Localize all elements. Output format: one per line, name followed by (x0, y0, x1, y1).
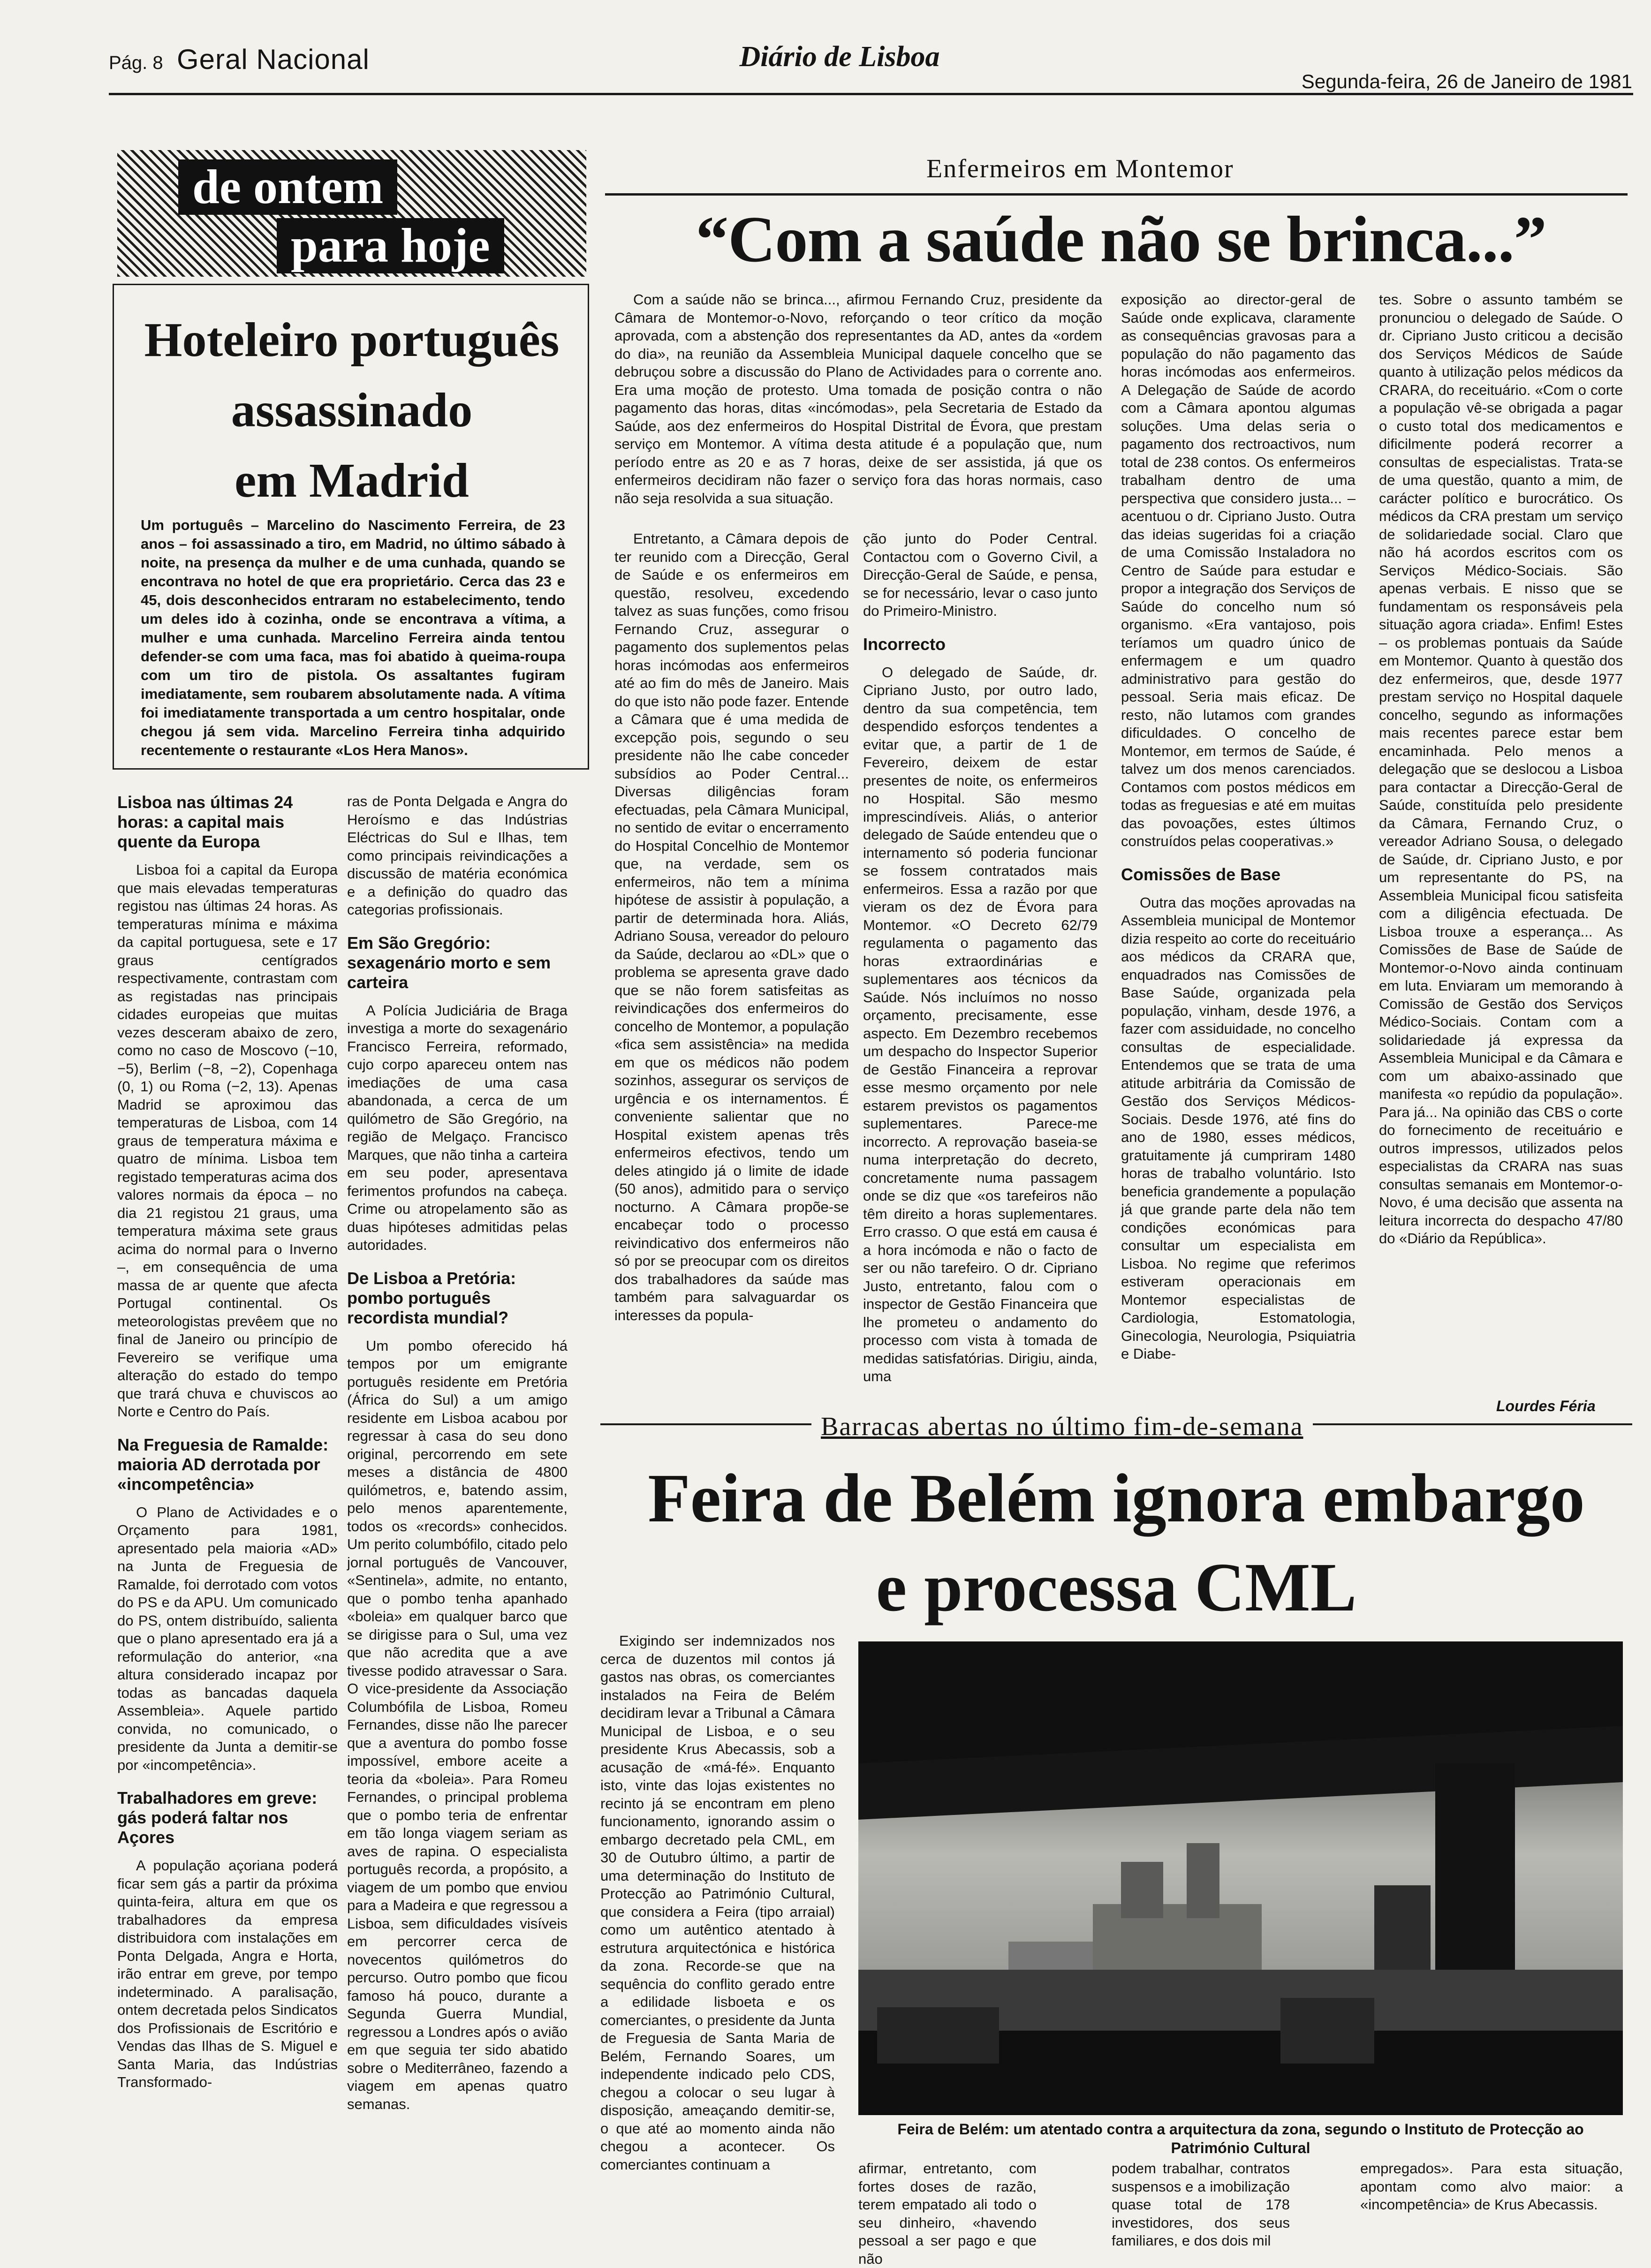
article-column: podem trabalhar, contratos suspensos e a imobilização quase total de 178 investidores, dos seus familiares, e dos dois mil (1112, 2160, 1290, 2249)
page-number: Pág. 8 (109, 53, 163, 73)
headline-line: e processa CML (876, 1549, 1357, 1626)
photo-caption: Feira de Belém: um atentado contra a arquitectura da zona, segundo o Instituto de Protecção ao Património Cultural (897, 2121, 1584, 2156)
article-kicker: Enfermeiros em Montemor (926, 154, 1234, 183)
issue-date: Segunda-feira, 26 de Janeiro de 1981 (1301, 70, 1632, 92)
newspaper-name: Diário de Lisboa (739, 41, 940, 73)
feature-lead: Um português – Marcelino do Nascimento Ferreira, de 23 anos – foi assassinado a tiro, em Madrid, no último sábado à noite, na presença da mulher e de uma cunhada, quando se encontrava no hotel de que era proprietário. Cerca das 23 e 45, dois desconhecidos entraram no estabelecimento, tendo um deles ido à cozinha, onde se encontrava a vítima, a mulher e uma cunhada. Marcelino Ferreira ainda tentou defender-se com uma faca, mas foi abatido à queima-roupa com um tiro de pistola. Os assaltantes fugiram imediatamente, sem roubarem absolutamente nada. A vítima foi imediatamente transportada a um centro hospitalar, onde chegou já sem vida. Marcelino Ferreira tinha adquirido recentemente o restaurante «Los Hera Manos». (141, 517, 565, 758)
masthead-left (109, 43, 370, 76)
byline: Lourdes Féria (1496, 1398, 1596, 1414)
article-text: ção junto do Poder Central. Contactou com o Governo Civil, a Direcção-Geral de Saúde, e pensa, se for necessário, levar o caso junto do Primeiro-Ministro. (863, 530, 1098, 619)
headline-line: assassinado (231, 383, 473, 437)
brief-text: A Polícia Judiciária de Braga investiga a morte do sexagenário Francisco Ferreira, reformado, cujo corpo apareceu ontem nas imediações de uma casa abandonada, a cerca de um quilómetro de São Gregório, na região de Melgaço. Francisco Marques, que não tinha a carteira em seu poder, apresentava ferimentos profundos na cabeça. Crime ou atropelamento são as duas hipóteses admitidas pelas autoridades. (347, 1002, 568, 1253)
article-intro: Com a saúde não se brinca..., afirmou Fernando Cruz, presidente da Câmara de Montemor-o-Novo, reforçando o teor crítico da moção aprovada, com a abstenção dos representantes da AD, antes da «ordem do dia», na reunião da Assembleia Municipal daquele concelho que se debruçou sobre a discussão do Plano de Actividades para o corrente ano. Era uma moção de protesto. Uma tomada de posição contra o não pagamento das horas, ditas «incómodas», pela Secretaria de Estado da Saúde, aos dez enfermeiros do Hospital Distrital de Évora, que prestam serviço em Montemor. A vítima desta atitude é a população que, num período entre as 20 e as 7 horas, deixe de ser assistida, já que os enfermeiros decidiram não fazer o serviço fora das horas normais, caso não seja resolvida a sua situação. (614, 291, 1102, 507)
brief-title: Na Freguesia de Ramalde: maioria AD derrotada por «incompetência» (117, 1435, 329, 1494)
brief-title: Lisboa nas últimas 24 horas: a capital mais quente da Europa (117, 793, 293, 851)
article-column: empregados». Para esta situação, apontam como alvo maior: a «incompetência» de Krus Abecassis. (1360, 2160, 1623, 2213)
briefs-column-1 (117, 793, 338, 2106)
brief-title: De Lisboa a Pretória: pombo português recordista mundial? (347, 1268, 516, 1327)
brief-title: Em São Gregório: sexagenário morto e sem carteira (347, 933, 551, 992)
banner-line-2: para hoje (277, 218, 504, 273)
brief-title: Trabalhadores em greve: gás poderá faltar nos Açores (117, 1788, 318, 1847)
brief-text: O Plano de Actividades e o Orçamento para 1981, apresentado pela maioria «AD» na Junta de Freguesia de Ramalde, foi derrotado com votos do PS e da APU. Um comunicado do PS, ontem distribuído, salienta que o plano apresentado era já a reformulação do anterior, «na altura considerado incapaz por todas as bancadas daquela Assembleia». Aquele partido convida, no comunicado, o presidente da Junta a demitir-se por «incompetência». (117, 1504, 338, 1773)
article-text: O delegado de Saúde, dr. Cipriano Justo, por outro lado, dentro da sua competência, tem despendido esforços tendentes a evitar que, a partir de 1 de Fevereiro, deixem de estar presentes de noite, os enfermeiros no Hospital. São mesmo imprescindíveis. Aliás, o anterior delegado de Saúde entendeu que o internamento só poderia funcionar se fossem contratados mais enfermeiros. Essa a razão por que vieram os dez de Évora para Montemor. «O Decreto 62/79 regulamenta o pagamento das horas extraordinárias e suplementares aos técnicos da Saúde. Nós incluímos no nosso orçamento, precisamente, esse aspecto. Em Dezembro recebemos um despacho do Inspector Superior de Gestão Financeira a reprovar esse mesmo orçamento por nele estarem previstos os pagamentos suplementares. Parece-me incorrecto. A reprovação baseia-se numa interpretação do decreto, concretamente numa passagem onde se diz que «os tarefeiros não têm direito a horas suplementares. Erro crasso. O que está em causa é a hora incómoda e não o facto de ser ou não tarefeiro. O dr. Cipriano Justo, entretanto, falou com o inspector de Gestão Financeira que lhe prometeu o andamento do processo com vista à tomada de medidas satisfatórias. Dirigiu, ainda, uma (863, 664, 1098, 1384)
photo-illustration (858, 1641, 1623, 2115)
briefs-column-2 (347, 793, 568, 2127)
article-kicker: Barracas abertas no último fim-de-semana (811, 1412, 1313, 1442)
article-text: Outra das moções aprovadas na Assembleia municipal de Montemor dizia respeito ao corte do receituário aos médicos da CRARA que, enquadrados nas Comissões de Base Saúde, organizada pela população, vinham, desde 1976, a fazer com assiduidade, no concelho consultas de especialidade. Entendemos que se trata de uma atitude arbitrária da Comissão de Gestão dos Serviços Médicos-Sociais. Desde 1976, até fins do ano de 1980, esses médicos, gratuitamente já cumpriram 1480 horas de trabalho voluntário. Isto beneficia grandemente a população já que grande parte dela não tem condições económicas para consultar um especialista em Lisboa. No regime que referimos estiveram operacionais em Montemor especialistas de Cardiologia, Estomatologia, Ginecologia, Neurologia, Psiquiatria e Diabe- (1121, 894, 1356, 1362)
section-title: Geral Nacional (177, 44, 370, 75)
article-column: afirmar, entretanto, com fortes doses de razão, terem empatado ali todo o seu dinheiro, «havendo pessoal a ser pago e que não (858, 2160, 1037, 2267)
subheading: Comissões de Base (1121, 864, 1281, 884)
article-column: Entretanto, a Câmara depois de ter reunido com a Direcção, Geral de Saúde e os enfermeiros em questão, resolveu, excedendo talvez as suas funções, como frisou Fernando Cruz, assegurar o pagamento dos suplementos pelas horas incómodas aos enfermeiros até ao fim do mês de Janeiro. Mais do que isto não pode fazer. Entende a Câmara que é uma medida de excepção pois, segundo o seu presidente não lhe cabe conceder subsídios ao Poder Central... Diversas diligências foram efectuadas, pela Câmara Municipal, no sentido de evitar o encerramento do Hospital Concelhio de Montemor que, na verdade, sem os enfermeiros, não tem a mínima hipótese de assistir à população, a partir de determinada hora. Aliás, Adriano Sousa, vereador do pelouro da Saúde, declarou ao «DL» que o problema se apresenta grave dado que se não forem satisfeitas as reivindicações dos enfermeiros do concelho de Montemor, a população «fica sem assistência» na medida em que os médicos não podem sozinhos, assegurar os serviços de urgência e os internamentos. É conveniente salientar que no Hospital existem apenas três enfermeiros efectivos, tendo um deles atingido já o limite de idade (50 anos), admitido para o serviço nocturno. A Câmara propõe-se encabeçar todo o processo reivindicativo dos enfermeiros não só por se preocupar com os direitos dos trabalhadores da saúde mas também para salvaguardar os interesses da popula- (614, 530, 849, 1323)
banner-line-1: de ontem (178, 159, 397, 215)
headline-line: Feira de Belém ignora embargo (648, 1460, 1585, 1537)
headline-line: Hoteleiro português (144, 313, 560, 367)
masthead-rule (109, 93, 1633, 95)
headline-line: em Madrid (235, 454, 469, 507)
feature-headline (117, 305, 586, 516)
article-column (863, 530, 1098, 1400)
article-column: tes. Sobre o assunto também se pronunciou o delegado de Saúde. O dr. Cipriano Justo criticou a decisão dos Serviços Médicos de Saúde quanto à utilização pelos médicos da CRARA, do receituário. «Com o corte a população vê-se obrigada a pagar o custo total dos medicamentos e dificilmente poderá recorrer a consultas de especialistas. Trata-se de uma questão, quanto a mim, de carácter político e burocrático. Os médicos da CRA prestam um serviço de solidariedade social. Claro que não há acordos escritos com os Serviços Médico-Sociais. São apenas verbais. E nisso que se fundamentam os responsáveis pela situação agora criada». Enfim! Estes – os problemas pontuais da Saúde em Montemor. Quanto à questão dos dez enfermeiros, que, desde 1977 prestam serviço no Hospital daquele concelho, segundo as informações mais recentes parece estar bem encaminhada. Pelo menos a delegação que se deslocou a Lisboa para contactar a Direcção-Geral de Saúde, constituída pelo presidente da Câmara, Fernando Cruz, o vereador Adriano Sousa, o delegado de Saúde, dr. Cipriano Justo, e por um representante do PS, na Assembleia Municipal ficou satisfeita com a diligência efectuada. De Lisboa trouxe a esperança... As Comissões de Base de Saúde de Montemor-o-Novo ainda continuam em luta. Enviaram um memorando à Comissão de Gestão dos Serviços Médico-Sociais. Contam com a solidariedade já expressa da Assembleia Municipal e da Câmara e com um abaixo-assinado que manifesta «o repúdio da população». Para já... Na opinião das CBS o corte do fornecimento de receituário e outros impressos, utilizados pelos especialistas da CRARA nas suas consultas semanais em Montemor-o-Novo, é uma decisão que assenta na leitura incorrecta do despacho 47/80 do «Diário da República». (1379, 291, 1623, 1247)
kicker-rule (605, 193, 1628, 196)
subheading: Incorrecto (863, 634, 946, 654)
article-column: Exigindo ser indemnizados nos cerca de duzentos mil contos já gastos nas obras, os comerciantes instalados na Feira de Belém decidiram levar a Tribunal a Câmara Municipal de Lisboa, e o seu presidente Krus Abecassis, sob a acusação de «má-fé». Enquanto isto, vinte das lojas existentes no recinto já se encontram em pleno funcionamento, ignorando assim o embargo decretado pela CML, em 30 de Outubro último, a partir de uma determinação do Instituto de Protecção ao Património Cultural, que considera a Feira (tipo arraial) como um autêntico atentado à estrutura arquitectónica e histórica da zona. Recorde-se que na sequência do conflito gerado entre a edilidade lisboeta e os comerciantes, o presidente da Junta de Freguesia de Santa Maria de Belém, Fernando Soares, um independente indicado pelo CDS, chegou a colocar o seu lugar à disposição, ameaçando demitir-se, o que até ao momento ainda não chegou a acontecer. Os comerciantes continuam a (600, 1633, 835, 2173)
photo-feira-de-belem (858, 1641, 1623, 2115)
brief-text: A população açoriana poderá ficar sem gás a partir da próxima quinta-feira, altura em que os trabalhadores da empresa distribuidora com instalações em Ponta Delgada, Angra e Horta, irão entrar em greve, por tempo indeterminado. A paralisação, ontem decretada pelos Sindicatos dos Profissionais de Escritório e Vendas das Ilhas de S. Miguel e Santa Maria, das Indústrias Transformado- (117, 1857, 338, 2090)
article-headline: “Com a saúde não se brinca...” (696, 203, 1546, 276)
brief-text: ras de Ponta Delgada e Angra do Heroísmo e das Indústrias Eléctricas do Sul e Ilhas, tem como principais reivindicações a discussão de matéria económica e a definição do quadro das categorias profissionais. (347, 793, 568, 918)
brief-text: Lisboa foi a capital da Europa que mais elevadas temperaturas registou nas últimas 24 horas. As temperaturas mínima e máxima da capital portuguesa, sete e 17 graus centígrados respectivamente, contrastam com as registadas nas principais cidades europeias que muitas vezes desceram abaixo de zero, como no caso de Moscovo (−10, −5), Berlim (−8, −2), Copenhaga (0, 1) ou Roma (−2, 13). Apenas Madrid se aproximou das temperaturas de Lisboa, com 14 graus de temperatura máxima e quatro de mínima. Lisboa tem registado temperaturas acima dos valores normais da época – no dia 21 registou 21 graus, uma temperatura máxima sete graus acima do normal para o Inverno –, em consequência de uma massa de ar quente que afecta Portugal continental. Os meteorologistas prevêem que no final de Janeiro ou princípio de Fevereiro se verifique uma alteração do estado do tempo que trará chuva e chuviscos ao Norte e Centro do País. (117, 862, 338, 1420)
article-column (1121, 291, 1356, 1377)
article-headline (600, 1454, 1632, 1632)
article-text: exposição ao director-geral de Saúde onde explicava, claramente as consequências gravosas para a população do não pagamento das horas incómodas aos enfermeiros. A Delegação de Saúde de acordo com a Câmara apontou algumas soluções. Uma delas seria o pagamento dos rectroactivos, num total de 238 contos. Os enfermeiros trabalham dentro de uma perspectiva que considero justa... – acentuou o dr. Cipriano Justo. Outra das ideias sugeridas foi a criação de uma Comissão Instaladora no Centro de Saúde para estudar e propor a integração dos Serviços de Saúde do concelho num só organismo. «Era vantajoso, pois teríamos um quadro único de enfermagem e um quadro administrativo para gestão do pessoal. Seria mais eficaz. De resto, não lutamos com grandes dificuldades. O concelho de Montemor, em termos de Saúde, é talvez um dos menos carenciados. Contamos com postos médicos em todas as freguesias e até em muitas das povoações, estes últimos construídos pelas cooperativas.» (1121, 291, 1356, 849)
brief-text: Um pombo oferecido há tempos por um emigrante português residente em Pretória (África do Sul) a um amigo residente em Lisboa acabou por regressar à casa do seu dono original, percorrendo em sete meses a distância de 4800 quilómetros, e, batendo assim, pelo menos aparentemente, todos os «records» conhecidos. Um perito columbófilo, citado pelo jornal português de Vancouver, «Sentinela», admite, no entanto, que o pombo tenha apanhado «boleia» em qualquer barco que se dirigisse para o Sul, uma vez que não acredita que a ave tivesse podido atravessar o Sara. O vice-presidente da Associação Columbófila de Lisboa, Romeu Fernandes, disse não lhe parecer que a aventura do pombo fosse impossível, embore aceite a teoria da «boleia». Para Romeu Fernandes, o principal problema que o pombo teria de enfrentar em tão longa viagem seriam as aves de rapina. O especialista português recorda, a propósito, a viagem de um pombo que enviou para a Madeira e que regressou a Lisboa, sem dificuldades visíveis em percorrer cerca de novecentos quilómetros do percurso. Outro pombo que ficou famoso há pouco, durante a Segunda Guerra Mundial, regressou a Londres após o avião em que seguia ter sido abatido sobre o Mediterrâneo, fazendo a viagem em apenas quatro semanas. (347, 1337, 568, 2112)
